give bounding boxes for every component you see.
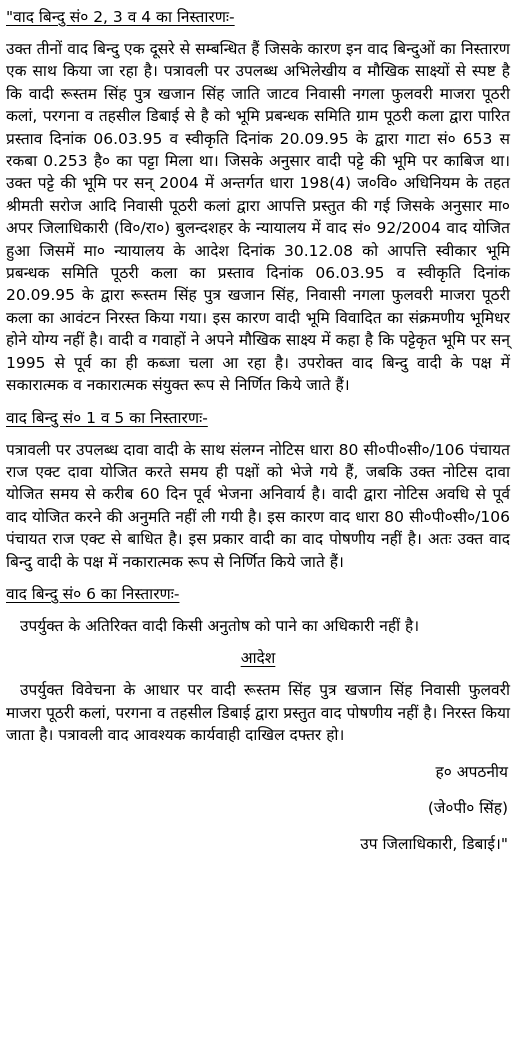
signatory-designation: उप जिलाधिकारी, डिबाई।" <box>360 834 508 853</box>
signatory-name: (जे०पी० सिंह) <box>427 798 508 817</box>
order-title: आदेश <box>240 649 276 668</box>
section-heading-issue-6: वाद बिन्दु सं० 6 का निस्तारणः- <box>6 584 180 603</box>
paragraph-issues-2-3-4: उक्त तीनों वाद बिन्दु एक दूसरे से सम्बन्धित हैं जिसके कारण इन वाद बिन्दुओं का निस्तारण एक साथ किया जा रहा है। पत्रावली पर उपलब्ध अभिलेखीय व मौखिक साक्ष्यों से स्पष्ट है कि वादी रूस्तम सिंह पुत्र खजान सिंह जाति जाटव निवासी नगला फुलवरी माजरा पूठरी कलां, परगना व तहसील डिबाई से है को भूमि प्रबन्धक समिति ग्राम पूठरी कला द्वारा पारित प्रस्ताव दिनांक 06.03.95 व स्वीकृति दिनांक 20.09.95 के द्वारा गाटा सं० 653 स रकबा 0.253 है० का पट्टा मिला था। जिसके अनुसार वादी पट्टे की भूमि पर काबिज था। उक्त पट्टे की भूमि पर सन् 2004 में अन्तर्गत धारा 198(4) ज०वि० अधिनियम के तहत श्रीमती सरोज आदि निवासी पूठरी कलां द्वारा आपत्ति प्रस्तुत की गई जिसके अनुसार मा० अपर जिलाधिकारी (वि०/रा०) बुलन्दशहर के न्यायालय में वाद सं० 92/2004 वाद योजित हुआ जिसमें मा० न्यायालय के आदेश दिनांक 30.12.08 को आपत्ति स्वीकार भूमि प्रबन्धक समिति पूठरी कला का प्रस्ताव दिनांक 06.03.95 व स्वीकृति दिनांक 20.09.95 के द्वारा रूस्तम सिंह पुत्र खजान सिंह, निवासी नगला फुलवरी माजरा पूठरी कला का आवंटन निरस्त किया गया। इस कारण वादी भूमि विवादित का संक्रमणीय भूमिधर होने योग्य नहीं है। वादी व गवाहों ने अपने मौखिक साक्ष्य में कहा है कि पट्टेकृत भूमि पर सन् 1995 से पूर्व का ही कब्जा चला आ रहा है। उपरोक्त वाद बिन्दु वादी के पक्ष में सकारात्मक व नकारात्मक संयुक्त रूप से निर्णित किये जाते हैं। <box>6 40 511 395</box>
signature-unreadable: ह० अपठनीय <box>435 762 508 781</box>
paragraph-issues-1-5: पत्रावली पर उपलब्ध दावा वादी के साथ संलग्न नोटिस धारा 80 सी०पी०सी०/106 पंचायत राज एक्ट दावा योजित करते समय ही पक्षों को भेजे गये हैं, जबकि उक्त नोटिस दावा योजित समय से करीब 60 दिन पूर्व भेजना अनिवार्य है। वादी द्वारा नोटिस अवधि से पूर्व वाद योजित करने की अनुमति नहीं ली गयी है। इस कारण वाद धारा 80 सी०पी०सी०/106 पंचायत राज एक्ट से बाधित है। इस प्रकार वादी का वाद पोषणीय नहीं है। अतः उक्त वाद बिन्दु वादी के पक्ष में नकारात्मक रूप से निर्णित किये जाते हैं। <box>6 440 510 571</box>
paragraph-order: उपर्युक्त विवेचना के आधार पर वादी रूस्तम सिंह पुत्र खजान सिंह निवासी फुलवरी माजरा पूठरी कलां, परगना व तहसील डिबाई द्वारा प्रस्तुत वाद पोषणीय नहीं है। निरस्त किया जाता है। पत्रावली वाद आवश्यक कार्यवाही दाखिल दफ्तर हो। <box>6 681 510 745</box>
paragraph-issue-6: उपर्युक्त के अतिरिक्त वादी किसी अनुतोष को पाने का अधिकारी नहीं है। <box>20 616 420 635</box>
section-heading-issues-2-3-4: "वाद बिन्दु सं० 2, 3 व 4 का निस्तारणः- <box>6 8 235 26</box>
section-heading-issues-1-5: वाद बिन्दु सं० 1 व 5 का निस्तारणः- <box>6 408 208 427</box>
